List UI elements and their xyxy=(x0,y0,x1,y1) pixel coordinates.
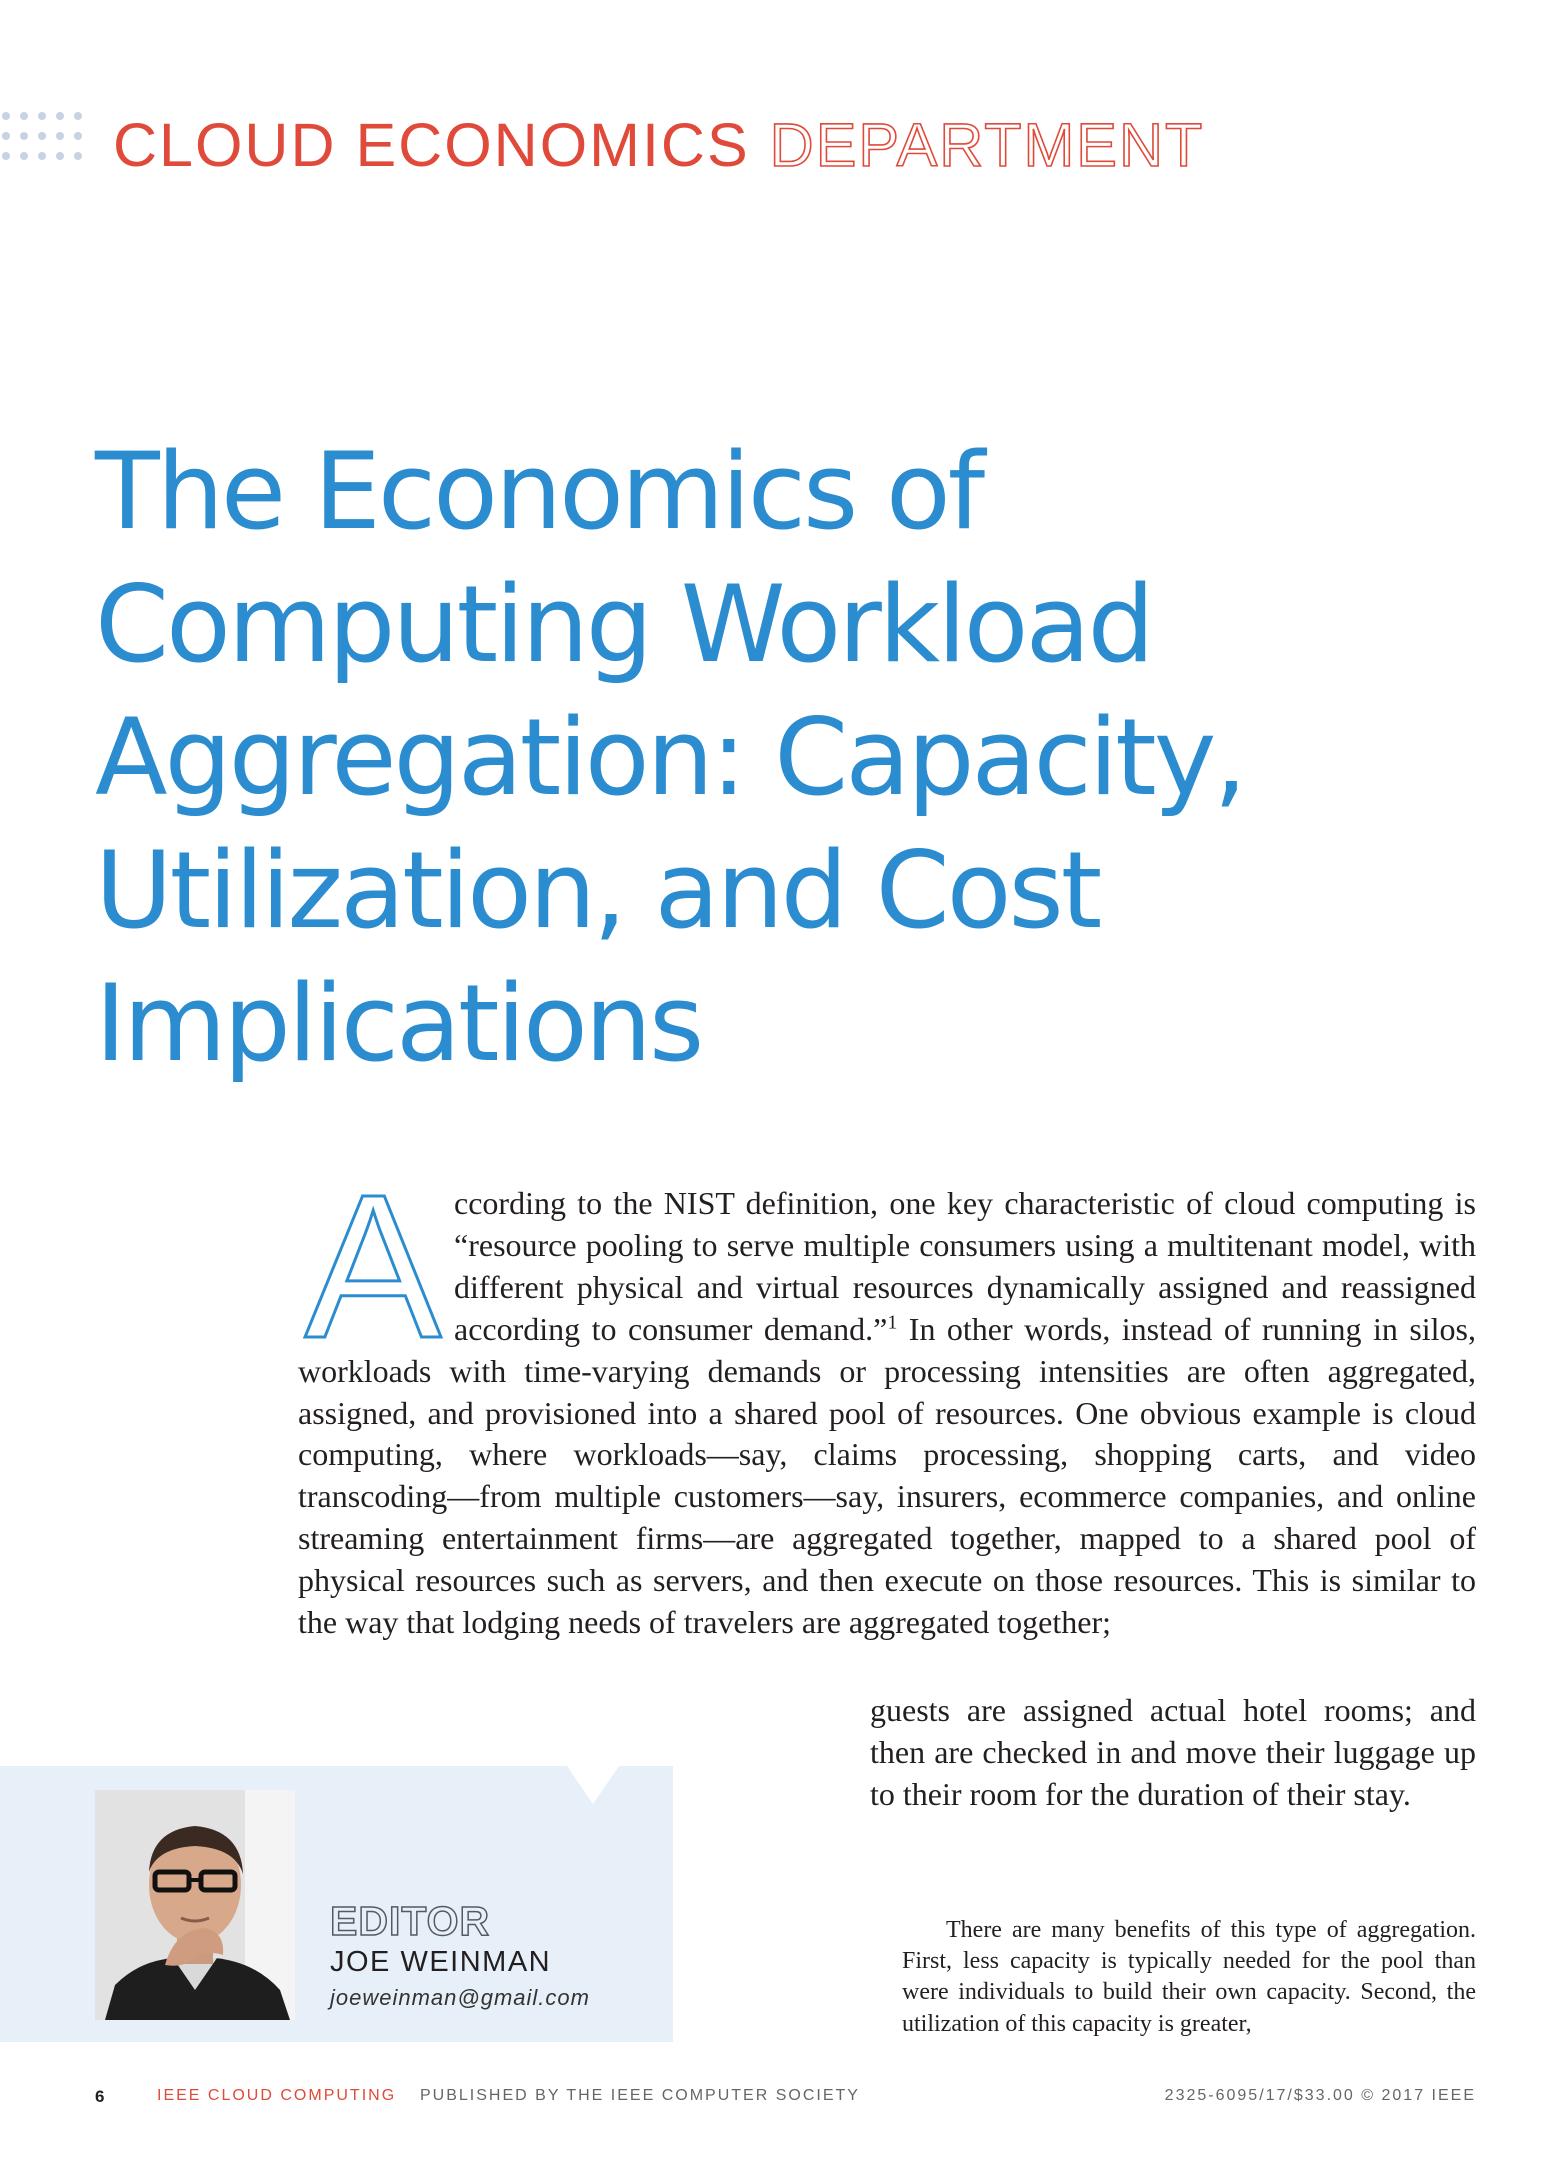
lead-paragraph-tail: guests are assigned actual hotel rooms; and then are checked in and move their luggage up to their room for the duration of their stay. xyxy=(870,1692,1476,1812)
article-title xyxy=(95,425,1395,1090)
lead-continuation: In other words, instead of running in silos, workloads with time-varying demands or processing intensities are often aggregated, assigned, and provisioned into a shared pool of resources. One obvious example is cloud computing, where workloads—say, claims processing, shopping carts, and video transcoding—from multiple customers—say, insurers, ecommerce companies, and online streaming entertainment firms—are aggregated together, mapped to a shared pool of physical resources such as servers, and then execute on those resources. This is similar to the way that lodging needs of travelers are aggregated together; xyxy=(298,1310,1477,1641)
editor-email-link[interactable]: joeweinman@gmail.com xyxy=(330,1985,590,2010)
decorative-dots xyxy=(2,112,92,172)
title-line: The Economics of xyxy=(95,430,983,553)
second-paragraph-column xyxy=(902,1915,1476,2040)
page-number: 6 xyxy=(95,2087,105,2106)
department-name: CLOUD ECONOMICS xyxy=(113,111,750,179)
publisher-line: PUBLISHED BY THE IEEE COMPUTER SOCIETY xyxy=(420,2087,860,2104)
second-paragraph: There are many benefits of this type of aggregation. First, less capacity is typically needed for the pool than were individuals to build their own capacity. Second, the utilization of this capacity is greater, xyxy=(902,1917,1476,2037)
title-line: Utilization, and Cost xyxy=(95,829,1100,952)
editor-photo xyxy=(95,1790,295,2020)
footnote-ref: 1 xyxy=(887,1311,898,1334)
publication-name: IEEE CLOUD COMPUTING xyxy=(157,2087,397,2104)
title-line: Implications xyxy=(95,962,702,1085)
editor-name: JOE WEINMAN xyxy=(330,1946,552,1978)
editor-label: EDITOR xyxy=(330,1898,491,1944)
title-line: Aggregation: Capacity, xyxy=(95,696,1245,819)
editor-portrait-icon xyxy=(95,1790,295,2020)
title-line: Computing Workload xyxy=(95,563,1152,686)
editor-box-notch xyxy=(567,1766,619,1804)
dropcap xyxy=(298,1189,448,1344)
dropcap-letter: A xyxy=(304,1189,442,1344)
department-header xyxy=(113,110,1204,180)
issn-copyright: 2325-6095/17/$33.00 © 2017 IEEE xyxy=(1164,2087,1476,2104)
lead-text: ccording to the NIST definition, one key characteristic of cloud computing is “resource pooling to serve multiple consumers using a multitenant model, with different physical and virtual resources dynamically assigned and reassigned according to consumer demand.” xyxy=(454,1185,1476,1347)
department-label: DEPARTMENT xyxy=(769,111,1205,179)
page-footer xyxy=(95,2087,1476,2117)
